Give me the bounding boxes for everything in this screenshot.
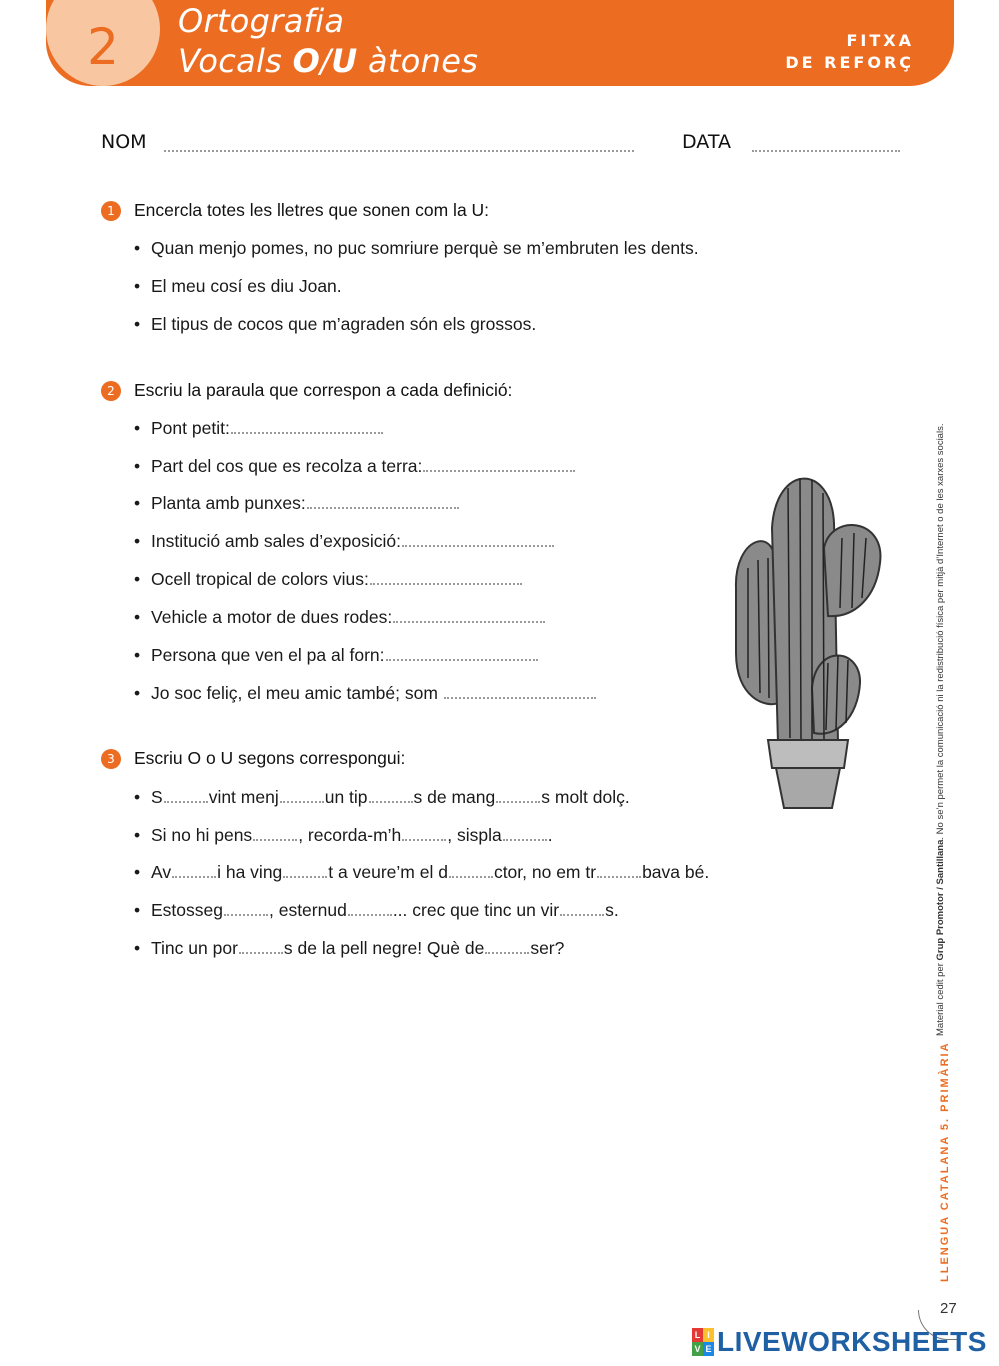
answer-blank[interactable] bbox=[444, 684, 596, 699]
page-number: 27 bbox=[940, 1300, 957, 1317]
answer-blank[interactable] bbox=[348, 901, 392, 916]
exercise-1-item[interactable]: • El meu cosí es diu Joan. bbox=[134, 276, 342, 296]
liveworksheets-logo[interactable] bbox=[692, 1326, 987, 1358]
answer-blank[interactable] bbox=[449, 863, 493, 878]
answer-blank[interactable] bbox=[485, 939, 529, 954]
exercise-2-item: • Pont petit: bbox=[134, 418, 384, 439]
exercise-1-title: Encercla totes les lletres que sonen com la U: bbox=[134, 200, 490, 220]
liveworksheets-text: LIVEWORKSHEETS bbox=[717, 1326, 987, 1357]
exercise-3-item: • Si no hi pens , recorda-m’h , sispla . bbox=[134, 825, 553, 845]
exercise-2-number: 2 bbox=[101, 381, 121, 401]
answer-blank[interactable] bbox=[172, 863, 216, 878]
answer-blank[interactable] bbox=[369, 788, 413, 803]
answer-blank[interactable] bbox=[560, 901, 604, 916]
exercise-2-item: • Vehicle a motor de dues rodes: bbox=[134, 607, 546, 628]
answer-blank[interactable] bbox=[503, 826, 547, 841]
exercise-3-item: • Estosseg , esternud ... crec que tinc un vir s. bbox=[134, 900, 619, 920]
copyright-notice: Material cedit per Grup Promotor / Santillana. No se’n permet la comunicació ni la redistribució física per mitjà d’Internet o de les xarxes socials. bbox=[935, 423, 946, 1036]
data-field[interactable] bbox=[752, 138, 900, 152]
header-banner bbox=[46, 0, 954, 86]
answer-blank[interactable] bbox=[393, 608, 545, 623]
exercise-3-title: Escriu O o U segons correspongui: bbox=[134, 748, 406, 768]
exercise-3-item: • S vint menj un tip s de mang s molt dolç. bbox=[134, 787, 630, 807]
answer-blank[interactable] bbox=[307, 494, 459, 509]
exercise-2-item: • Institució amb sales d’exposició: bbox=[134, 531, 555, 552]
data-label: DATA bbox=[682, 131, 731, 153]
answer-blank[interactable] bbox=[164, 788, 208, 803]
answer-blank[interactable] bbox=[423, 457, 575, 472]
answer-blank[interactable] bbox=[402, 532, 554, 547]
exercise-2-item: • Part del cos que es recolza a terra: bbox=[134, 456, 576, 477]
answer-blank[interactable] bbox=[597, 863, 641, 878]
answer-blank[interactable] bbox=[402, 826, 446, 841]
nom-field[interactable] bbox=[164, 138, 634, 152]
liveworksheets-badge-icon: L I V E bbox=[692, 1328, 714, 1356]
title-line-1: Ortografia bbox=[178, 2, 345, 40]
answer-blank[interactable] bbox=[239, 939, 283, 954]
answer-blank[interactable] bbox=[283, 863, 327, 878]
title-line-2: Vocals O/U àtones bbox=[178, 42, 479, 80]
exercise-2-item: • Ocell tropical de colors vius: bbox=[134, 569, 523, 590]
exercise-2-item: • Jo soc feliç, el meu amic també; som bbox=[134, 683, 597, 704]
answer-blank[interactable] bbox=[280, 788, 324, 803]
answer-blank[interactable] bbox=[231, 419, 383, 434]
exercise-2-item: • Persona que ven el pa al forn: bbox=[134, 645, 539, 666]
answer-blank[interactable] bbox=[224, 901, 268, 916]
answer-blank[interactable] bbox=[386, 646, 538, 661]
book-title: LLENGUA CATALANA 5. PRIMÀRIA bbox=[939, 1041, 951, 1282]
exercise-3-number: 3 bbox=[101, 749, 121, 769]
nom-label: NOM bbox=[101, 131, 147, 153]
worksheet-tag: FITXA DE REFORÇ bbox=[785, 31, 914, 72]
exercise-1-item[interactable]: • El tipus de cocos que m’agraden són els grossos. bbox=[134, 314, 537, 334]
exercise-2-title: Escriu la paraula que correspon a cada definició: bbox=[134, 380, 513, 400]
answer-blank[interactable] bbox=[370, 570, 522, 585]
answer-blank[interactable] bbox=[496, 788, 540, 803]
exercise-3-item: • Tinc un por s de la pell negre! Què de ser? bbox=[134, 938, 565, 958]
exercise-1-item[interactable]: • Quan menjo pomes, no puc somriure perquè se m’embruten les dents. bbox=[134, 238, 699, 258]
unit-number: 2 bbox=[87, 18, 119, 76]
exercise-2-item: • Planta amb punxes: bbox=[134, 493, 460, 514]
exercise-1-number: 1 bbox=[101, 201, 121, 221]
cactus-illustration bbox=[726, 468, 886, 813]
answer-blank[interactable] bbox=[253, 826, 297, 841]
exercise-3-item: • Av i ha ving t a veure’m el d ctor, no em tr bava bé. bbox=[134, 862, 710, 882]
